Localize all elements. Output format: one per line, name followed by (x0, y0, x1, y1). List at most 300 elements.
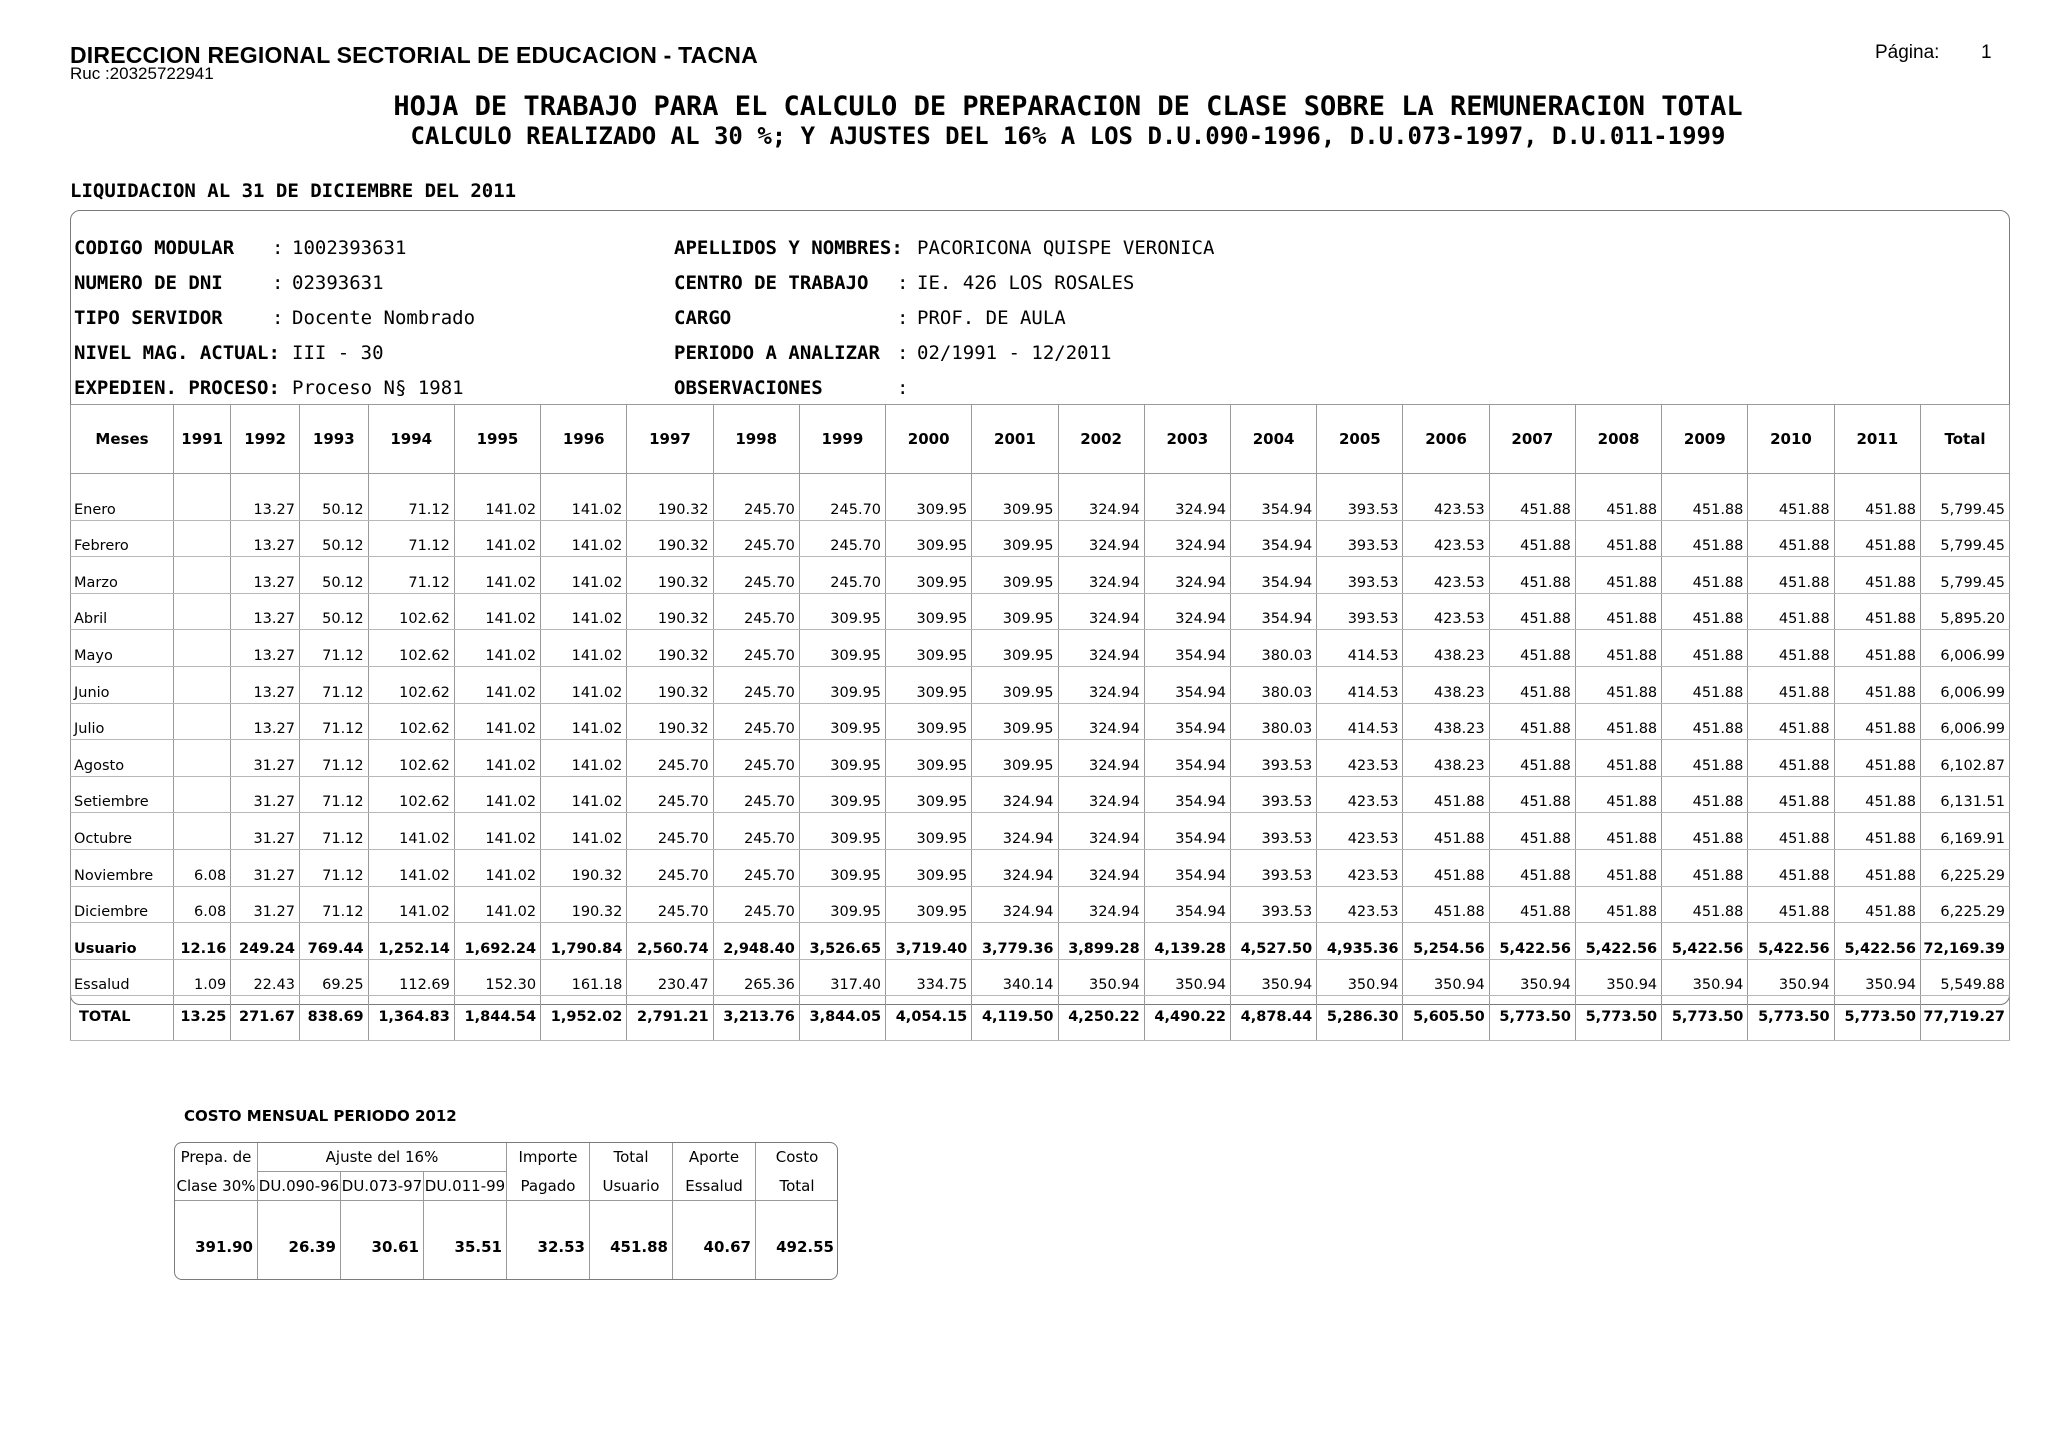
header-year: 2003 (1144, 405, 1230, 474)
table-cell: 309.95 (886, 776, 972, 813)
spacer-cell (1662, 474, 1748, 485)
costo-subheader: Total (756, 1172, 839, 1201)
nivel-row (74, 342, 280, 364)
row-label: Diciembre (71, 886, 174, 923)
table-cell: 1,692.24 (454, 923, 540, 960)
table-cell: 380.03 (1230, 703, 1316, 740)
table-cell: 245.70 (713, 557, 799, 594)
cost-value: 26.39 (258, 1201, 341, 1280)
table-cell: 77,719.27 (1921, 996, 2010, 1041)
header-year: 2006 (1403, 405, 1489, 474)
row-label: TOTAL (71, 996, 174, 1041)
table-cell: 309.95 (972, 703, 1058, 740)
table-cell: 451.88 (1834, 666, 1920, 703)
table-cell: 451.88 (1489, 593, 1575, 630)
table-cell: 31.27 (231, 776, 300, 813)
table-cell (174, 520, 231, 557)
table-cell: 5,895.20 (1921, 593, 2010, 630)
table-cell: 451.88 (1403, 776, 1489, 813)
table-row (71, 776, 2010, 813)
header-year: 2008 (1575, 405, 1661, 474)
spacer-cell (972, 474, 1058, 485)
table-cell: 50.12 (299, 484, 368, 520)
table-row (71, 520, 2010, 557)
table-cell: 317.40 (799, 959, 885, 996)
nivel-value: III - 30 (292, 342, 384, 364)
table-cell: 245.70 (627, 849, 713, 886)
table-cell: 354.94 (1144, 630, 1230, 667)
table-cell: 354.94 (1230, 484, 1316, 520)
table-cell: 451.88 (1575, 740, 1661, 777)
table-cell: 309.95 (886, 593, 972, 630)
cost-value: 40.67 (673, 1201, 756, 1280)
table-cell: 13.27 (231, 484, 300, 520)
table-cell: 451.88 (1489, 666, 1575, 703)
table-cell: 245.70 (627, 813, 713, 850)
table-cell: 423.53 (1403, 593, 1489, 630)
table-cell: 451.88 (1403, 849, 1489, 886)
table-cell: 393.53 (1230, 813, 1316, 850)
table-cell: 350.94 (1489, 959, 1575, 996)
spacer-cell (1748, 474, 1834, 485)
table-cell: 141.02 (541, 740, 627, 777)
table-cell: 451.88 (1748, 557, 1834, 594)
table-cell: 354.94 (1144, 703, 1230, 740)
table-cell: 324.94 (1058, 520, 1144, 557)
nivel-label: NIVEL MAG. ACTUAL: (74, 342, 280, 364)
table-cell: 309.95 (799, 740, 885, 777)
table-cell: 423.53 (1317, 849, 1403, 886)
table-cell: 451.88 (1489, 849, 1575, 886)
exp-value: Proceso N§ 1981 (292, 377, 464, 399)
table-cell: 230.47 (627, 959, 713, 996)
table-cell: 245.70 (799, 557, 885, 594)
table-row (71, 849, 2010, 886)
header-year: 2002 (1058, 405, 1144, 474)
cargo-label: CARGO (674, 307, 732, 329)
table-cell: 451.88 (1834, 557, 1920, 594)
table-cell: 350.94 (1403, 959, 1489, 996)
table-cell: 380.03 (1230, 630, 1316, 667)
table-cell: 451.88 (1662, 484, 1748, 520)
table-cell: 451.88 (1748, 776, 1834, 813)
table-cell: 141.02 (541, 813, 627, 850)
table-cell: 141.02 (454, 813, 540, 850)
table-cell: 245.70 (713, 813, 799, 850)
table-cell: 245.70 (799, 484, 885, 520)
table-cell: 141.02 (368, 813, 454, 850)
spacer-cell (231, 474, 300, 485)
table-cell: 324.94 (1058, 703, 1144, 740)
table-cell: 245.70 (713, 886, 799, 923)
table-cell: 309.95 (972, 740, 1058, 777)
ruc-number: Ruc :20325722941 (70, 64, 214, 83)
table-cell: 451.88 (1834, 849, 1920, 886)
header-year: 1999 (799, 405, 885, 474)
obs-label: OBSERVACIONES (674, 377, 823, 399)
table-cell: 71.12 (299, 776, 368, 813)
table-cell: 354.94 (1144, 813, 1230, 850)
table-cell: 393.53 (1230, 740, 1316, 777)
table-cell: 451.88 (1489, 886, 1575, 923)
total-header: Total (590, 1143, 673, 1172)
table-cell: 393.53 (1317, 557, 1403, 594)
table-cell: 6,225.29 (1921, 849, 2010, 886)
header-year: 2005 (1317, 405, 1403, 474)
table-cell: 141.02 (368, 886, 454, 923)
table-cell: 141.02 (454, 776, 540, 813)
table-cell: 71.12 (299, 666, 368, 703)
table-cell: 190.32 (627, 557, 713, 594)
table-cell (174, 740, 231, 777)
table-cell: 190.32 (627, 630, 713, 667)
table-cell: 451.88 (1575, 703, 1661, 740)
table-cell: 102.62 (368, 666, 454, 703)
du090-header: DU.090-96 (258, 1172, 341, 1201)
table-cell: 309.95 (886, 484, 972, 520)
spacer-cell (799, 474, 885, 485)
colon: : (272, 307, 284, 329)
spacer-cell (1144, 474, 1230, 485)
table-cell: 5,773.50 (1575, 996, 1661, 1041)
aporte-subheader: Essalud (673, 1172, 756, 1201)
cost-subheader-row (175, 1172, 838, 1201)
table-cell: 12.16 (174, 923, 231, 960)
table-row (71, 666, 2010, 703)
table-cell: 324.94 (1058, 776, 1144, 813)
table-cell: 324.94 (1058, 813, 1144, 850)
nombres-row (674, 237, 903, 259)
table-cell: 324.94 (1144, 484, 1230, 520)
colon: : (897, 307, 909, 329)
header-meses: Meses (71, 405, 174, 474)
table-cell: 3,719.40 (886, 923, 972, 960)
cargo-row (674, 307, 731, 329)
codigo-label: CODIGO MODULAR (74, 237, 235, 259)
tipo-value: Docente Nombrado (292, 307, 476, 329)
table-cell: 451.88 (1575, 666, 1661, 703)
table-cell (174, 703, 231, 740)
table-cell: 451.88 (1662, 703, 1748, 740)
table-cell: 245.70 (713, 666, 799, 703)
table-cell: 350.94 (1317, 959, 1403, 996)
colon: : (897, 272, 909, 294)
table-cell: 324.94 (1058, 886, 1144, 923)
exp-row (74, 377, 280, 399)
header-year: 2009 (1662, 405, 1748, 474)
cost-value: 32.53 (507, 1201, 590, 1280)
table-cell: 3,526.65 (799, 923, 885, 960)
table-cell: 438.23 (1403, 666, 1489, 703)
table-cell: 5,422.56 (1662, 923, 1748, 960)
table-cell: 71.12 (299, 849, 368, 886)
table-cell: 451.88 (1662, 813, 1748, 850)
table-cell: 190.32 (541, 849, 627, 886)
table-cell: 350.94 (1144, 959, 1230, 996)
table-cell: 4,490.22 (1144, 996, 1230, 1041)
table-cell: 350.94 (1662, 959, 1748, 996)
table-cell: 71.12 (299, 703, 368, 740)
colon: : (272, 272, 284, 294)
spacer-cell (1575, 474, 1661, 485)
table-cell: 245.70 (713, 740, 799, 777)
spacer-cell (1317, 474, 1403, 485)
obs-row (674, 377, 823, 399)
table-cell: 451.88 (1489, 557, 1575, 594)
table-cell: 6,225.29 (1921, 886, 2010, 923)
cost-value: 35.51 (424, 1201, 507, 1280)
table-cell: 5,605.50 (1403, 996, 1489, 1041)
table-cell: 190.32 (627, 484, 713, 520)
table-cell: 451.88 (1748, 630, 1834, 667)
table-cell: 451.88 (1489, 630, 1575, 667)
table-cell: 309.95 (972, 484, 1058, 520)
periodo-row (674, 342, 880, 364)
table-cell: 4,935.36 (1317, 923, 1403, 960)
table-cell: 6.08 (174, 886, 231, 923)
table-cell: 245.70 (713, 593, 799, 630)
header-year: 1996 (541, 405, 627, 474)
table-cell: 451.88 (1748, 666, 1834, 703)
table-cell: 451.88 (1662, 520, 1748, 557)
table-cell: 271.67 (231, 996, 300, 1041)
row-label: Setiembre (71, 776, 174, 813)
dni-row (74, 272, 223, 294)
spacer-cell (454, 474, 540, 485)
table-cell: 354.94 (1230, 593, 1316, 630)
table-cell: 141.02 (454, 630, 540, 667)
header-year: 2010 (1748, 405, 1834, 474)
document-title: HOJA DE TRABAJO PARA EL CALCULO DE PREPARACION DE CLASE SOBRE LA REMUNERACION TOTAL (393, 91, 1743, 122)
table-cell: 451.88 (1403, 813, 1489, 850)
table-cell: 245.70 (713, 630, 799, 667)
table-cell: 309.95 (886, 813, 972, 850)
table-cell (174, 484, 231, 520)
table-cell: 309.95 (886, 703, 972, 740)
page-number: 1 (1981, 42, 1992, 63)
table-cell: 6,006.99 (1921, 703, 2010, 740)
table-cell: 245.70 (627, 886, 713, 923)
table-cell: 13.27 (231, 703, 300, 740)
prepa-header: Prepa. de (175, 1143, 258, 1172)
table-cell: 414.53 (1317, 630, 1403, 667)
table-cell: 451.88 (1748, 813, 1834, 850)
table-cell: 451.88 (1662, 776, 1748, 813)
du011-header: DU.011-99 (424, 1172, 507, 1201)
table-cell: 13.27 (231, 593, 300, 630)
table-cell: 13.27 (231, 520, 300, 557)
table-cell: 414.53 (1317, 703, 1403, 740)
table-cell: 31.27 (231, 849, 300, 886)
table-cell: 3,844.05 (799, 996, 885, 1041)
table-cell: 451.88 (1575, 557, 1661, 594)
table-cell: 309.95 (886, 886, 972, 923)
table-cell: 1,364.83 (368, 996, 454, 1041)
table-cell: 393.53 (1317, 593, 1403, 630)
header-year: 1998 (713, 405, 799, 474)
remuneration-table (70, 404, 2010, 1041)
table-cell (174, 666, 231, 703)
table-cell: 350.94 (1230, 959, 1316, 996)
table-cell: 423.53 (1403, 484, 1489, 520)
table-cell: 309.95 (886, 557, 972, 594)
table-cell: 451.88 (1834, 740, 1920, 777)
table-cell: 451.88 (1575, 593, 1661, 630)
table-cell: 451.88 (1489, 703, 1575, 740)
table-cell: 102.62 (368, 740, 454, 777)
table-cell: 451.88 (1662, 849, 1748, 886)
table-cell: 451.88 (1834, 776, 1920, 813)
table-cell: 5,422.56 (1575, 923, 1661, 960)
table-cell: 451.88 (1834, 630, 1920, 667)
liquidation-date: LIQUIDACION AL 31 DE DICIEMBRE DEL 2011 (70, 180, 517, 202)
table-cell: 451.88 (1748, 740, 1834, 777)
table-cell: 324.94 (1144, 593, 1230, 630)
table-row (71, 557, 2010, 594)
table-cell: 141.02 (541, 776, 627, 813)
spacer-cell (1921, 474, 2010, 485)
table-cell: 451.88 (1575, 776, 1661, 813)
table-cell: 451.88 (1489, 484, 1575, 520)
table-cell: 13.27 (231, 630, 300, 667)
table-cell: 50.12 (299, 593, 368, 630)
table-cell: 141.02 (454, 849, 540, 886)
table-cell: 31.27 (231, 740, 300, 777)
table-cell: 354.94 (1144, 886, 1230, 923)
table-cell: 6,169.91 (1921, 813, 2010, 850)
spacer-cell (368, 474, 454, 485)
dni-value: 02393631 (292, 272, 384, 294)
du073-header: DU.073-97 (341, 1172, 424, 1201)
table-cell: 5,422.56 (1748, 923, 1834, 960)
table-cell: 309.95 (886, 666, 972, 703)
table-cell: 451.88 (1489, 776, 1575, 813)
table-cell: 112.69 (368, 959, 454, 996)
table-cell: 6.08 (174, 849, 231, 886)
spacer-cell (1834, 474, 1920, 485)
table-cell: 451.88 (1748, 849, 1834, 886)
centro-value: IE. 426 LOS ROSALES (917, 272, 1135, 294)
table-cell: 451.88 (1575, 849, 1661, 886)
header-year: 1994 (368, 405, 454, 474)
row-label: Junio (71, 666, 174, 703)
cost-values-row (175, 1201, 838, 1280)
table-cell: 5,773.50 (1662, 996, 1748, 1041)
table-cell: 334.75 (886, 959, 972, 996)
table-cell (174, 630, 231, 667)
nombres-label: APELLIDOS Y NOMBRES: (674, 237, 903, 259)
spacer-cell (1230, 474, 1316, 485)
table-cell: 324.94 (1058, 740, 1144, 777)
table-cell: 451.88 (1662, 630, 1748, 667)
table-cell: 423.53 (1403, 520, 1489, 557)
spacer-cell (886, 474, 972, 485)
header-year: 2007 (1489, 405, 1575, 474)
table-cell: 309.95 (799, 849, 885, 886)
table-row (71, 740, 2010, 777)
row-label: Marzo (71, 557, 174, 594)
table-cell: 423.53 (1317, 740, 1403, 777)
spacer-cell (1489, 474, 1575, 485)
table-cell: 1,952.02 (541, 996, 627, 1041)
table-cell: 72,169.39 (1921, 923, 2010, 960)
table-cell: 4,527.50 (1230, 923, 1316, 960)
table-cell: 161.18 (541, 959, 627, 996)
table-cell: 141.02 (454, 484, 540, 520)
table-cell: 245.70 (627, 776, 713, 813)
table-cell: 3,899.28 (1058, 923, 1144, 960)
table-cell: 380.03 (1230, 666, 1316, 703)
table-row (71, 484, 2010, 520)
row-label: Agosto (71, 740, 174, 777)
table-cell: 102.62 (368, 776, 454, 813)
codigo-value: 1002393631 (292, 237, 407, 259)
cost-value: 30.61 (341, 1201, 424, 1280)
table-cell: 5,549.88 (1921, 959, 2010, 996)
table-cell: 324.94 (972, 813, 1058, 850)
table-cell: 249.24 (231, 923, 300, 960)
table-cell: 245.70 (713, 484, 799, 520)
table-cell: 324.94 (972, 849, 1058, 886)
total-subheader: Usuario (590, 1172, 673, 1201)
table-cell: 6,131.51 (1921, 776, 2010, 813)
spacer-cell (299, 474, 368, 485)
table-cell: 1,844.54 (454, 996, 540, 1041)
table-cell: 245.70 (713, 849, 799, 886)
periodo-value: 02/1991 - 12/2011 (917, 342, 1112, 364)
table-cell: 6,102.87 (1921, 740, 2010, 777)
table-cell (174, 593, 231, 630)
table-cell: 350.94 (1058, 959, 1144, 996)
table-cell: 1.09 (174, 959, 231, 996)
table-cell: 451.88 (1834, 484, 1920, 520)
table-cell: 4,054.15 (886, 996, 972, 1041)
table-cell: 141.02 (454, 886, 540, 923)
total-row (71, 996, 2010, 1041)
header-year: 1995 (454, 405, 540, 474)
table-cell: 141.02 (541, 703, 627, 740)
row-label: Mayo (71, 630, 174, 667)
table-cell: 3,779.36 (972, 923, 1058, 960)
table-cell: 13.27 (231, 557, 300, 594)
table-cell: 5,254.56 (1403, 923, 1489, 960)
spacer-cell (174, 474, 231, 485)
table-cell: 451.88 (1662, 593, 1748, 630)
table-cell: 451.88 (1489, 520, 1575, 557)
table-cell: 5,799.45 (1921, 484, 2010, 520)
table-cell: 451.88 (1748, 484, 1834, 520)
table-cell: 414.53 (1317, 666, 1403, 703)
table-cell: 71.12 (299, 630, 368, 667)
spacer-cell (627, 474, 713, 485)
table-cell: 324.94 (1058, 557, 1144, 594)
tipo-row (74, 307, 223, 329)
spacer-cell (1058, 474, 1144, 485)
table-cell: 451.88 (1748, 593, 1834, 630)
spacer-cell (1403, 474, 1489, 485)
table-cell: 141.02 (454, 593, 540, 630)
table-cell: 354.94 (1144, 849, 1230, 886)
table-cell: 5,773.50 (1748, 996, 1834, 1041)
table-cell: 324.94 (1058, 666, 1144, 703)
table-cell: 4,878.44 (1230, 996, 1316, 1041)
table-cell: 309.95 (799, 886, 885, 923)
row-label: Essalud (71, 959, 174, 996)
table-cell (174, 557, 231, 594)
header-year: Total (1921, 405, 2010, 474)
table-cell: 190.32 (627, 520, 713, 557)
document-subtitle: CALCULO REALIZADO AL 30 %; Y AJUSTES DEL 16% A LOS D.U.090-1996, D.U.073-1997, D.U.011-1999 (410, 122, 1726, 150)
